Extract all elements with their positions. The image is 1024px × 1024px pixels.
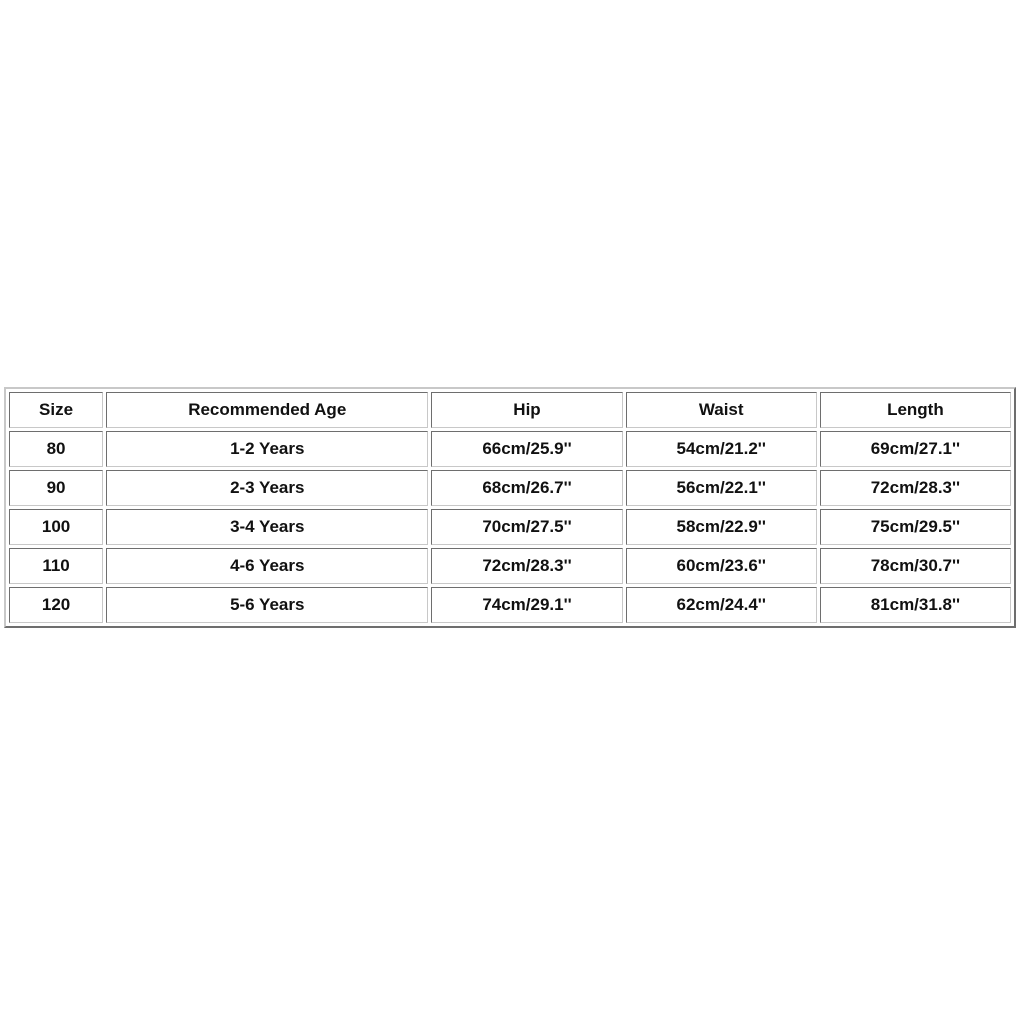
cell-size: 110 — [9, 548, 103, 584]
table-row — [9, 470, 1011, 506]
header-size: Size — [9, 392, 103, 428]
cell-length: 78cm/30.7'' — [820, 548, 1011, 584]
table-row — [9, 548, 1011, 584]
cell-waist: 58cm/22.9'' — [626, 509, 817, 545]
cell-size: 120 — [9, 587, 103, 623]
cell-length: 72cm/28.3'' — [820, 470, 1011, 506]
cell-waist: 56cm/22.1'' — [626, 470, 817, 506]
cell-hip: 74cm/29.1'' — [431, 587, 622, 623]
cell-recommended-age: 5-6 Years — [106, 587, 428, 623]
cell-size: 90 — [9, 470, 103, 506]
cell-hip: 68cm/26.7'' — [431, 470, 622, 506]
size-chart-table — [4, 387, 1016, 628]
header-recommended-age: Recommended Age — [106, 392, 428, 428]
cell-waist: 60cm/23.6'' — [626, 548, 817, 584]
cell-size: 100 — [9, 509, 103, 545]
cell-hip: 66cm/25.9'' — [431, 431, 622, 467]
cell-length: 75cm/29.5'' — [820, 509, 1011, 545]
header-row — [9, 392, 1011, 428]
header-waist: Waist — [626, 392, 817, 428]
cell-recommended-age: 1-2 Years — [106, 431, 428, 467]
cell-hip: 72cm/28.3'' — [431, 548, 622, 584]
cell-recommended-age: 4-6 Years — [106, 548, 428, 584]
header-length: Length — [820, 392, 1011, 428]
table-row — [9, 431, 1011, 467]
cell-size: 80 — [9, 431, 103, 467]
cell-waist: 54cm/21.2'' — [626, 431, 817, 467]
cell-recommended-age: 2-3 Years — [106, 470, 428, 506]
header-hip: Hip — [431, 392, 622, 428]
cell-waist: 62cm/24.4'' — [626, 587, 817, 623]
cell-length: 81cm/31.8'' — [820, 587, 1011, 623]
cell-length: 69cm/27.1'' — [820, 431, 1011, 467]
cell-recommended-age: 3-4 Years — [106, 509, 428, 545]
table-row — [9, 587, 1011, 623]
cell-hip: 70cm/27.5'' — [431, 509, 622, 545]
table-row — [9, 509, 1011, 545]
